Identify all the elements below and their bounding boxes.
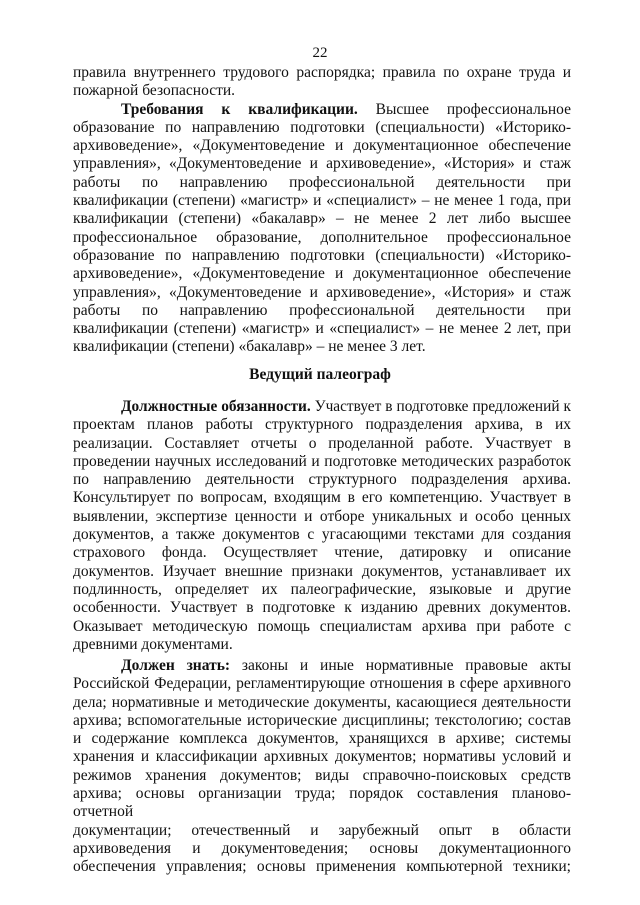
text-line: Участвует в подготовке предложений к: [314, 398, 571, 415]
text-line: архивоведение», «Документоведение и документационное обеспечение: [73, 265, 571, 283]
text-line: проведении научных исследований и подготовке методических разработок: [73, 452, 571, 470]
page-number: 22: [312, 45, 328, 61]
text-line: квалификации (степени) «бакалавр» – не менее 3 лет.: [73, 338, 426, 356]
text-line: работы по направлению профессиональной деятельности при: [73, 301, 571, 319]
text-line: режимов хранения документов; виды справочно-поисковых средств: [73, 766, 571, 784]
text-line: профессиональное образование, дополнительное профессиональное: [73, 228, 571, 246]
text-line: выявлении, экспертизе ценности и отборе уникальных и особо ценных: [73, 507, 571, 525]
text-line: по направлению деятельности структурного подразделения архива.: [73, 471, 571, 489]
text-line: документации; отечественный и зарубежный опыт в области: [73, 821, 571, 839]
text-line: документов. Изучает внешние признаки документов, устанавливает их: [73, 562, 571, 580]
text-line: правила внутреннего трудового распорядка; правила по охране труда и: [73, 64, 571, 81]
text-line: законы и иные нормативные правовые акты: [241, 657, 572, 674]
text-line: архивоведение», «Документоведение и документационное обеспечение: [73, 137, 571, 155]
text-line: реализации. Составляет отчеты о проделанной работе. Участвует в: [73, 434, 571, 452]
text-line: квалификации (степени) «магистр» и «специалист» – не менее 1 года, при: [73, 192, 571, 210]
text-line: квалификации (степени) «магистр» и «специалист» – не менее 2 лет, при: [73, 320, 571, 338]
duties-first-line: [73, 398, 571, 416]
text-line: особенности. Участвует в подготовке к изданию древних документов.: [73, 599, 571, 617]
text-line: хранения и классификации архивных документов; нормативы условий и: [73, 748, 571, 766]
text-line: пожарной безопасности.: [73, 82, 236, 100]
text-line: образование по направлению подготовки (специальности) «Историко-: [73, 118, 571, 136]
text-line: архивоведения и документоведения; основы документационного: [73, 839, 571, 857]
text-line: Высшее профессиональное: [375, 100, 571, 118]
text-line: управления», «Документоведение и архивоведение», «История» и стаж: [73, 155, 571, 173]
qualification-first-line: [73, 101, 571, 119]
text-line: работы по направлению профессиональной деятельности при: [73, 173, 571, 191]
text-line: образование по направлению подготовки (специальности) «Историко-: [73, 246, 571, 264]
text-line: архива; вспомогательные исторические дисциплины; текстологию; состав: [73, 711, 571, 729]
must-know-first-line: [73, 657, 571, 675]
text-line: квалификации (степени) «бакалавр» – не менее 2 лет либо высшее: [73, 210, 571, 228]
qualification-label: Требования к квалификации.: [121, 100, 358, 118]
text-line: Консультирует по вопросам, входящим в его компетенцию. Участвует в: [73, 489, 571, 507]
duties-label: Должностные обязанности.: [121, 398, 311, 415]
text-line: страхового фонда. Осуществляет чтение, датировку и описание: [73, 544, 571, 562]
qualification-section: [73, 64, 571, 357]
text-line: подлинность, определяет их палеографические, языковые и другие: [73, 580, 571, 598]
section-heading: Ведущий палеограф: [249, 366, 391, 383]
text-line: дела; нормативные и методические документы, касающиеся деятельности: [73, 693, 571, 711]
text-line: проектам планов работы структурного подразделения архива, в их: [73, 416, 571, 434]
text-line: Оказывает методическую помощь специалистам архива при работе с: [73, 617, 571, 635]
must-know-label: Должен знать:: [121, 657, 231, 674]
text-line: обеспечения управления; основы применения компьютерной техники;: [73, 858, 571, 876]
text-line: древними документами.: [73, 635, 233, 653]
must-know-section: [73, 657, 571, 877]
text-line: и содержание комплекса документов, хранящихся в архиве; системы: [73, 730, 571, 748]
duties-section: [73, 398, 571, 654]
text-line: архива; основы организации труда; порядок составления планово-отчетной: [73, 785, 571, 821]
text-line: Российской Федерации, регламентирующие отношения в сфере архивного: [73, 675, 571, 693]
text-line: документов, а также документов с угасающими текстами для создания: [73, 526, 571, 544]
text-line: управления», «Документоведение и архивоведение», «История» и стаж: [73, 283, 571, 301]
